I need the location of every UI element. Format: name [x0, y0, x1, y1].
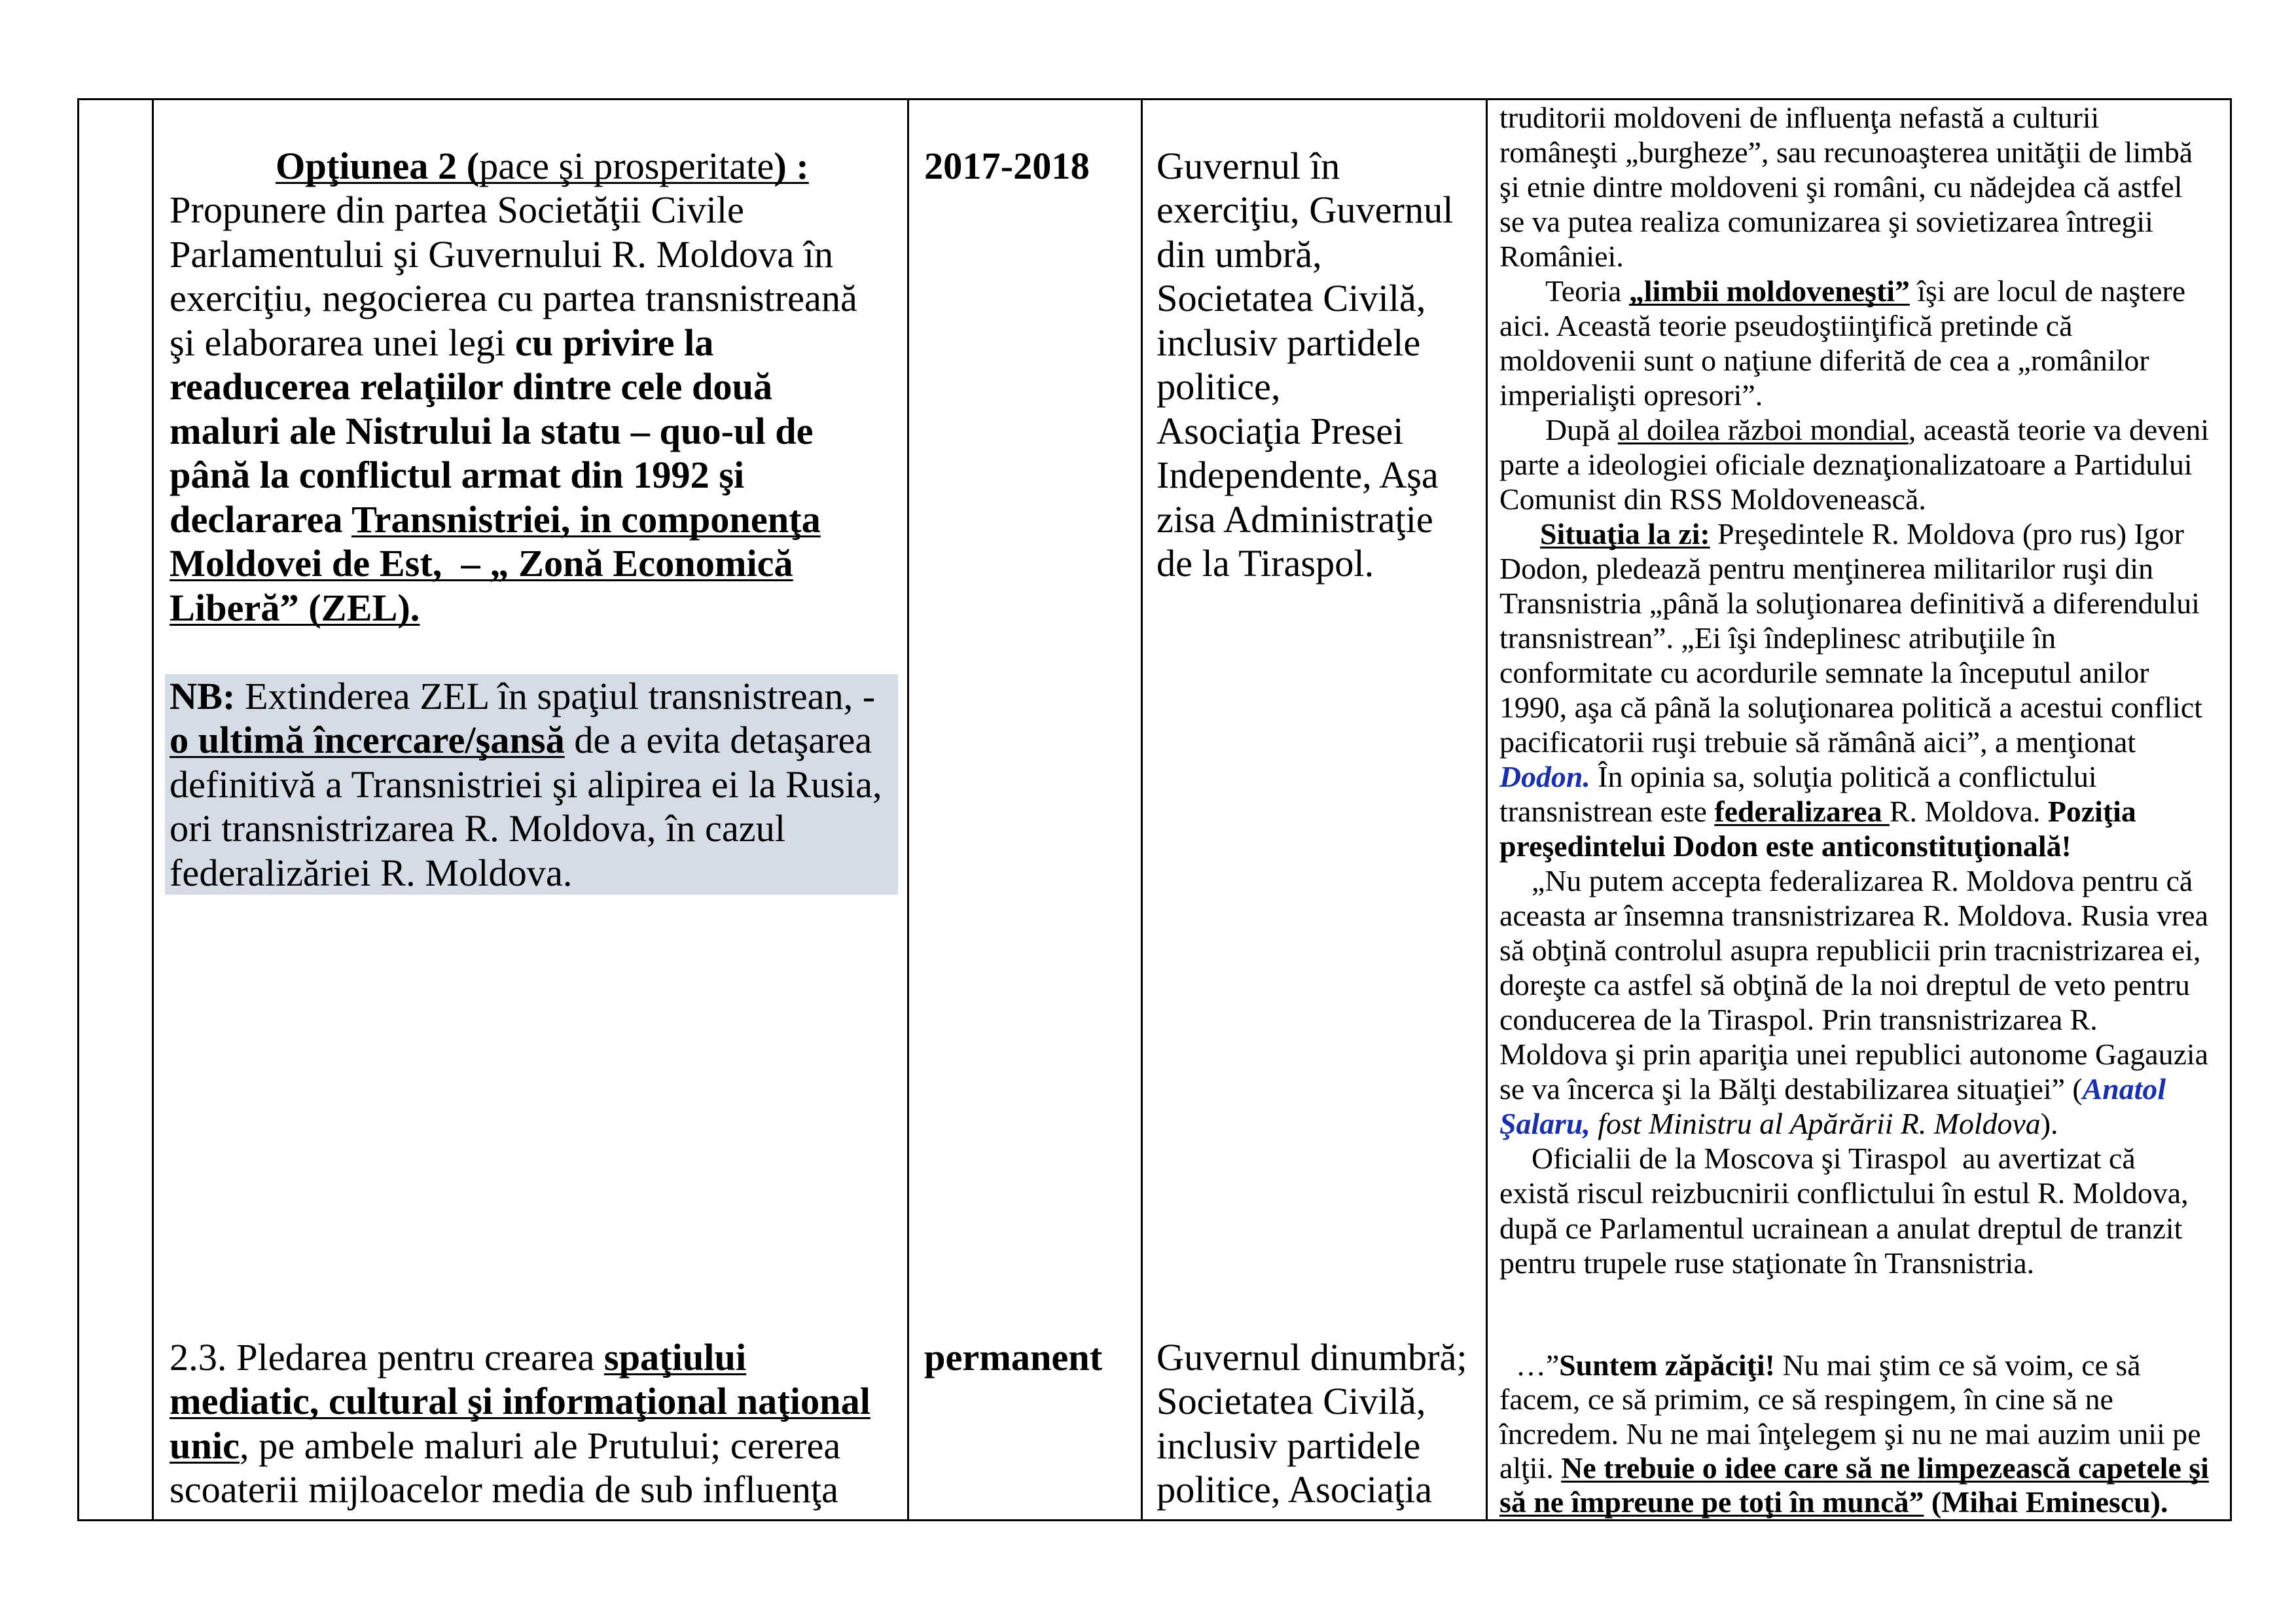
nb-note: [165, 674, 898, 895]
text-run: Anatol: [2082, 1072, 2166, 1106]
text-run: Comunist din RSS Moldovenească.: [1499, 482, 1926, 516]
text-run: (Mihai Eminescu).: [1924, 1485, 2168, 1519]
text-line: [1499, 1246, 2209, 1280]
text-run: conducerea de la Tiraspol. Prin transnistrizarea R.: [1499, 1003, 2098, 1037]
text-run: parte a ideologiei oficiale deznaţionalizatoare a Partidului: [1499, 448, 2193, 482]
text-run: Teoria: [1545, 274, 1629, 308]
column-divider: [1486, 98, 1488, 1521]
text-run: ).: [2040, 1107, 2058, 1141]
text-line: [1499, 204, 2209, 239]
text-line: [1499, 1348, 2209, 1382]
text-run: al doilea război mondial: [1617, 413, 1909, 447]
text-run: Guvernul dinumbră;: [1157, 1336, 1467, 1379]
text-run: îşi are locul de naştere: [1909, 274, 2186, 308]
text-line: [1157, 144, 1454, 188]
text-run: Suntem zăpăciţi!: [1559, 1348, 1775, 1382]
text-run: moldovenii sunt o naţiune diferită de cea a „românilor: [1499, 344, 2149, 378]
text-run: facem, ce să primim, ce să respingem, în cine să ne: [1499, 1382, 2113, 1416]
text-run: alţii.: [1499, 1451, 1562, 1485]
text-run: o ultimă încercare/şansă: [170, 719, 565, 762]
text-run: transnistrean este: [1499, 795, 1715, 829]
text-run: de la Tiraspol.: [1157, 542, 1374, 585]
text-run: pace şi prosperitate: [479, 145, 774, 187]
text-run: preşedintelui Dodon este anticonstituţională!: [1499, 829, 2072, 863]
text-run: Poziţia: [2047, 795, 2136, 829]
text-run: politice,: [1157, 365, 1281, 408]
text-line: [165, 1335, 870, 1379]
text-run: Transnistria „până la soluţionarea definitivă a diferendului: [1499, 586, 2200, 621]
column-divider: [907, 98, 909, 1521]
text-line: [1499, 829, 2209, 863]
text-run: „Nu putem accepta federalizarea R. Moldova pentru că: [1532, 864, 2193, 898]
text-run: se va putea realiza comunizarea şi sovietizarea întregii: [1499, 205, 2153, 239]
text-run: să obţină controlul asupra republicii prin tracnistrizarea ei,: [1499, 933, 2201, 967]
text-line: [1499, 725, 2209, 759]
text-run: ) :: [774, 145, 809, 187]
text-line: [1499, 100, 2209, 135]
text-line: [165, 1468, 870, 1511]
text-run: federalizarea: [1714, 795, 1890, 829]
text-run: se va încerca şi la Bălţi destabilizarea situaţiei” (: [1499, 1072, 2083, 1106]
text-line: [1157, 276, 1454, 320]
text-run: readucerea relaţiilor dintre cele două: [170, 365, 773, 408]
text-run: declararea: [170, 497, 352, 541]
text-line: [1499, 239, 2209, 274]
text-line: [1157, 453, 1454, 497]
text-line: [165, 321, 898, 365]
term-text: 2017-2018: [924, 145, 1090, 187]
text-run: Dodon.: [1499, 760, 1590, 794]
text-run: zisa Administraţie: [1157, 497, 1433, 541]
text-line: [1499, 1211, 2209, 1246]
text-line: [1499, 378, 2209, 412]
text-run: definitivă a Transnistriei şi alipirea ei la Rusia,: [170, 763, 882, 806]
text-run: Moldovei de Est, – „ Zonă Economică: [170, 542, 793, 585]
text-run: cu privire la: [514, 321, 714, 364]
text-run: Ne trebuie o idee care să ne limpezească capetele şi: [1561, 1451, 2209, 1485]
text-line: [1157, 1379, 1467, 1423]
text-line: [1157, 409, 1454, 453]
text-run: maluri ale Nistrului la statu – quo-ul de: [170, 409, 814, 452]
text-run: ori transnistrizarea R. Moldova, în cazul: [170, 807, 786, 850]
text-line: [1157, 497, 1454, 541]
text-line: [1157, 188, 1454, 232]
text-line: [1499, 551, 2209, 586]
text-run: conformitate cu acordurile semnate la începutul anilor: [1499, 656, 2149, 690]
text-run: În opinia sa, soluţia politică a conflictului: [1590, 760, 2097, 794]
text-line: [1499, 170, 2209, 204]
text-run: Moldova şi prin apariţia unei republici autonome Gagauzia: [1499, 1038, 2208, 1072]
text-run: spaţiului: [603, 1336, 747, 1379]
text-line: [165, 144, 898, 188]
text-run: pacificatorii ruşi trebuie să rămână aici”, a menţionat: [1499, 725, 2136, 759]
text-run: federalizăriei R. Moldova.: [170, 851, 573, 894]
text-line: [1157, 232, 1454, 276]
text-line: [1499, 482, 2209, 516]
text-run: R. Moldova.: [1889, 795, 2048, 829]
text-run: exerciţiu, negocierea cu partea transnistreană: [170, 277, 857, 320]
text-run: Propunere din partea Societăţii Civile: [170, 189, 744, 232]
column-divider: [1141, 98, 1143, 1521]
text-run: să ne împreune pe toţi în muncă”: [1499, 1485, 1924, 1519]
text-line: [1499, 933, 2209, 967]
text-run: fost Ministru al Apărării R. Moldova: [1590, 1107, 2041, 1141]
measure-cell: [165, 1335, 870, 1512]
text-run: Extinderea ZEL în spaţiul transnistrean, -: [235, 674, 876, 717]
text-run: …”: [1516, 1348, 1560, 1382]
text-line: [1499, 794, 2209, 829]
term-cell: [924, 1335, 1102, 1379]
text-run: transnistrean”. „Ei îşi îndeplinesc atribuţiile în: [1499, 621, 2056, 655]
responsible-cell: [1157, 1335, 1467, 1512]
text-line: [1499, 863, 2209, 898]
text-run: Societatea Civilă,: [1157, 277, 1426, 320]
text-line: [1499, 655, 2209, 690]
text-run: aceasta ar însemna transnistrizarea R. Moldova. Rusia vrea: [1499, 899, 2208, 933]
text-run: până la conflictul armat din 1992 şi: [170, 454, 745, 497]
text-run: Nu mai ştim ce să voim, ce să: [1774, 1348, 2141, 1382]
term-text: permanent: [924, 1336, 1103, 1379]
text-line: [165, 409, 898, 453]
text-run: truditorii moldoveni de influenţa nefastă a culturii: [1499, 101, 2100, 134]
text-run: după ce Parlamentul ucrainean a anulat dreptul de tranzit: [1499, 1211, 2183, 1245]
text-run: doreşte ca astfel să obţină de la noi dreptul de veto pentru: [1499, 968, 2190, 1002]
measure-cell: [165, 144, 898, 895]
text-run: Şalaru,: [1499, 1107, 1590, 1141]
text-line: [1499, 1072, 2209, 1106]
text-line: [165, 674, 898, 718]
text-line: [1499, 621, 2209, 655]
text-line: [1499, 274, 2209, 308]
text-run: Parlamentului şi Guvernului R. Moldova în: [170, 232, 834, 276]
text-line: [1499, 135, 2209, 170]
text-run: NB:: [170, 674, 236, 717]
text-run: imperialişti opresori”.: [1499, 378, 1763, 412]
responsible-cell: [1157, 144, 1454, 586]
text-run: şi elaborarea unei legi: [170, 321, 515, 364]
text-line: [165, 276, 898, 320]
text-line: [1499, 1382, 2209, 1416]
text-run: mediatic, cultural şi informaţional naţional: [170, 1380, 870, 1423]
text-run: există riscul reizbucnirii conflictului în estul R. Moldova,: [1499, 1176, 2189, 1210]
text-line: [165, 718, 898, 762]
text-line: [165, 1424, 870, 1468]
text-line: [1499, 1451, 2209, 1485]
comments-cell: [1499, 1348, 2209, 1519]
text-run: româneşti „burgheze”, sau recunoaşterea unităţii de limbă: [1499, 135, 2193, 170]
text-run: Situaţia la zi:: [1540, 517, 1710, 551]
text-line: [165, 586, 898, 630]
text-line: [165, 541, 898, 585]
text-run: Liberă” (ZEL).: [170, 586, 420, 629]
text-line: [1499, 343, 2209, 378]
text-line: [1499, 1176, 2209, 1210]
text-run: „limbii moldoveneşti”: [1628, 274, 1910, 308]
text-run: Oficialii de la Moscova şi Tiraspol au avertizat că: [1532, 1142, 2136, 1176]
text-run: din umbră,: [1157, 232, 1322, 276]
text-line: [1499, 412, 2209, 447]
text-line: [1499, 516, 2209, 551]
text-line: [1157, 1335, 1467, 1379]
text-line: [1499, 1417, 2209, 1451]
text-run: inclusiv partidele: [1157, 1424, 1421, 1467]
text-line: [1499, 759, 2209, 794]
text-line: [1499, 447, 2209, 482]
text-run: Societatea Civilă,: [1157, 1380, 1426, 1423]
text-run: Asociaţia Presei: [1157, 409, 1404, 452]
text-line: [1157, 1424, 1467, 1468]
text-run: politice, Asociaţia: [1157, 1468, 1433, 1511]
text-run: pentru trupele ruse staţionate în Transnistria.: [1499, 1246, 2035, 1280]
text-line: [1157, 321, 1454, 365]
text-line: [1499, 967, 2209, 1002]
text-line: [1499, 690, 2209, 725]
text-run: 1990, aşa că până la soluţionarea politică a acestui conflict: [1499, 691, 2202, 725]
text-line: [165, 232, 898, 276]
measure-text: [165, 144, 898, 630]
text-run: , această teorie va deveni: [1908, 413, 2210, 447]
text-run: de a evita detaşarea: [564, 719, 872, 762]
text-run: aici. Această teorie pseudoştiinţifică pretinde că: [1499, 309, 2073, 343]
text-line: [1157, 541, 1454, 585]
text-run: inclusiv partidele: [1157, 321, 1421, 364]
text-line: [1499, 308, 2209, 343]
text-run: României.: [1499, 240, 1624, 274]
text-line: [1499, 1002, 2209, 1037]
term-cell: [924, 144, 1090, 188]
text-run: Dodon, pledează pentru menţinerea militarilor ruşi din: [1499, 552, 2153, 586]
text-line: [1157, 365, 1454, 408]
text-line: [1499, 1485, 2209, 1519]
text-line: [165, 1379, 870, 1423]
text-line: [1157, 1468, 1467, 1511]
text-run: Independente, Aşa: [1157, 454, 1439, 497]
text-line: [165, 497, 898, 541]
text-line: [165, 851, 898, 895]
text-line: [165, 188, 898, 232]
text-run: unic: [170, 1424, 240, 1467]
text-line: [1499, 1037, 2209, 1072]
text-run: 2.3. Pledarea pentru crearea: [170, 1336, 604, 1379]
text-run: După: [1545, 413, 1618, 447]
text-run: şi etnie dintre moldoveni şi români, cu nădejdea că astfel: [1499, 170, 2183, 204]
text-run: încredem. Nu ne mai înţelegem şi nu ne mai auzim unii pe: [1499, 1416, 2201, 1451]
text-run: Transnistriei, in componenţa: [351, 497, 821, 541]
text-run: Preşedintele R. Moldova (pro rus) Igor: [1710, 517, 2184, 551]
text-run: Opţiunea 2 (: [276, 145, 480, 187]
text-line: [165, 365, 898, 408]
text-run: exerciţiu, Guvernul: [1157, 189, 1454, 232]
text-run: scoaterii mijloacelor media de sub influenţa: [170, 1468, 838, 1511]
text-line: [1499, 1141, 2209, 1176]
text-line: [165, 453, 898, 497]
text-line: [1499, 586, 2209, 621]
text-line: [1499, 1106, 2209, 1141]
text-line: [165, 763, 898, 806]
text-line: [165, 806, 898, 850]
text-run: Guvernul în: [1157, 145, 1340, 187]
comments-cell: [1499, 100, 2209, 1280]
text-run: , pe ambele maluri ale Prutului; cererea: [239, 1424, 841, 1467]
text-line: [1499, 898, 2209, 933]
